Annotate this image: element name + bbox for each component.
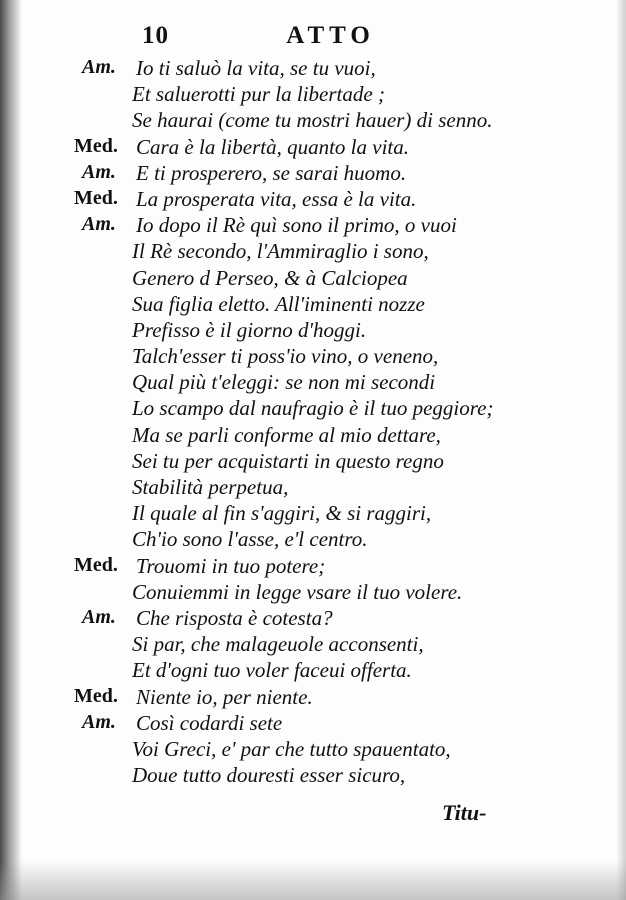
verse-line	[0, 213, 626, 239]
verse-line	[0, 606, 626, 632]
verse-line	[0, 187, 626, 213]
verse-line	[0, 449, 626, 475]
verse-line	[0, 239, 626, 265]
verse-text: Trouomi in tuo potere;	[136, 553, 326, 578]
page-header	[142, 22, 375, 50]
verse-line	[0, 135, 626, 161]
verse-line	[0, 763, 626, 789]
verse-line	[0, 527, 626, 553]
verse-text: Sei tu per acquistarti in questo regno	[132, 448, 444, 473]
verse-line	[0, 318, 626, 344]
verse-line	[0, 737, 626, 763]
speaker-label: Med.	[74, 684, 118, 707]
verse-text: Niente io, per niente.	[136, 684, 313, 709]
verse-text: Prefisso è il giorno d'hoggi.	[132, 317, 367, 342]
verse-line	[0, 56, 626, 82]
verse-text: Talch'esser ti poss'io vino, o veneno,	[132, 344, 439, 369]
verse-line	[0, 396, 626, 422]
verse-text: Il Rè secondo, l'Ammiraglio i sono,	[132, 239, 429, 264]
verse-text: Et d'ogni tuo voler faceui offerta.	[132, 658, 412, 683]
verse-text: Lo scampo dal naufragio è il tuo peggiore;	[132, 396, 494, 421]
verse-text: Doue tutto douresti esser sicuro,	[132, 763, 406, 788]
speaker-label: Med.	[74, 134, 118, 157]
verse-text: Sua figlia eletto. All'iminenti nozze	[132, 291, 425, 316]
verse-line	[0, 161, 626, 187]
verse-line	[0, 632, 626, 658]
catchword: Titu-	[442, 800, 487, 825]
verse-text: Ch'io sono l'asse, e'l centro.	[132, 527, 368, 552]
verse-line	[0, 685, 626, 711]
verse-text: Che risposta è cotesta?	[136, 605, 333, 630]
verse-text: Si par, che malageuole acconsenti,	[132, 632, 424, 657]
verse-line	[0, 370, 626, 396]
verse-text: Stabilità perpetua,	[132, 475, 289, 499]
speaker-label: Am.	[82, 160, 116, 183]
verse-text: Cara è la libertà, quanto la vita.	[136, 134, 409, 159]
page-bottom-edge	[0, 860, 626, 900]
speaker-label: Am.	[82, 213, 116, 236]
speaker-label: Am.	[82, 56, 116, 78]
verse-text: Ma se parli conforme al mio dettare,	[132, 422, 441, 447]
verse-text: Qual più t'eleggi: se non mi secondi	[132, 370, 436, 395]
verse-text: Se haurai (come tu mostri hauer) di senno.	[132, 108, 493, 133]
speaker-label: Med.	[74, 553, 118, 576]
verse-line	[0, 580, 626, 606]
verse-line	[0, 501, 626, 527]
verse-line	[0, 82, 626, 108]
speaker-label: Am.	[82, 605, 116, 628]
verse-text: Così codardi sete	[136, 710, 283, 735]
verse-text: Genero d Perseo, & à Calciopea	[132, 265, 408, 290]
verse-text: Il quale al fin s'aggiri, & si raggiri,	[132, 501, 432, 526]
verse-line	[0, 658, 626, 684]
verse-text-block	[0, 56, 626, 789]
speaker-label: Am.	[82, 710, 116, 733]
verse-line	[0, 554, 626, 580]
verse-text: Voi Greci, e' par che tutto spauentato,	[132, 736, 451, 761]
verse-line	[0, 266, 626, 292]
verse-text: Conuiemmi in legge vsare il tuo volere.	[132, 579, 463, 604]
verse-line	[0, 711, 626, 737]
verse-text: Et saluerotti pur la libertade ;	[132, 82, 385, 107]
speaker-label: Med.	[74, 186, 118, 209]
verse-line	[0, 423, 626, 449]
verse-text: Io ti saluò la vita, se tu vuoi,	[136, 56, 376, 80]
verse-line	[0, 475, 626, 501]
verse-text: La prosperata vita, essa è la vita.	[136, 186, 417, 211]
verse-line	[0, 108, 626, 134]
verse-text: Io dopo il Rè quì sono il primo, o vuoi	[136, 213, 457, 238]
page-number: 10	[142, 22, 169, 49]
running-title: ATTO	[286, 22, 375, 49]
verse-text: E ti prosperero, se sarai huomo.	[136, 160, 407, 185]
verse-line	[0, 292, 626, 318]
verse-line	[0, 344, 626, 370]
